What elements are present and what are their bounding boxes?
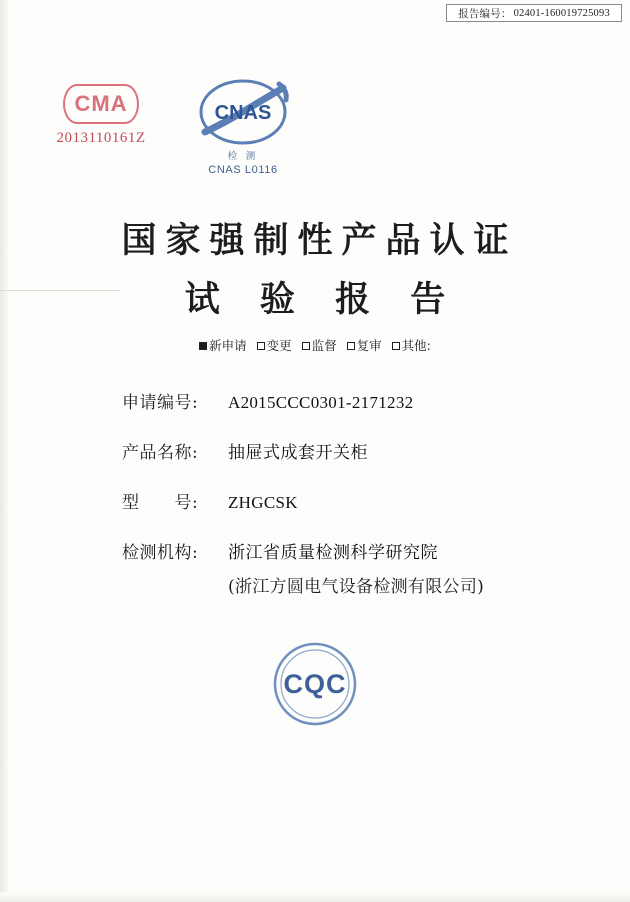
page-title-line1: 国家强制性产品认证 bbox=[121, 220, 518, 261]
checkbox-other[interactable] bbox=[392, 342, 400, 350]
page-title-line2: 试 验 报 告 bbox=[184, 279, 460, 320]
cma-icon bbox=[63, 84, 139, 124]
field-label-product-name: 产品名称: bbox=[122, 443, 199, 463]
option-label-supervision: 监督 bbox=[311, 338, 337, 353]
report-number-box bbox=[446, 4, 622, 22]
report-fields bbox=[122, 388, 562, 621]
option-label-review: 复审 bbox=[356, 338, 382, 353]
svg-text:CQC: CQC bbox=[283, 669, 347, 699]
cnas-sub-label: 检 测 bbox=[227, 151, 259, 162]
checkbox-review[interactable] bbox=[347, 342, 355, 350]
field-value-model: ZHGCSK bbox=[228, 493, 298, 512]
report-number-value: 02401-160019725093 bbox=[513, 7, 610, 19]
field-label-model: 型 号: bbox=[122, 493, 199, 513]
cnas-icon bbox=[191, 76, 295, 154]
field-value-testing-organization-secondary: (浙江方圆电气设备检测有限公司) bbox=[228, 577, 485, 597]
option-label-change: 变更 bbox=[266, 338, 292, 353]
field-product-name bbox=[122, 438, 562, 463]
report-number-label: 报告编号： bbox=[458, 7, 512, 20]
field-model bbox=[122, 488, 562, 513]
cnas-mark-group bbox=[178, 76, 308, 176]
option-other[interactable] bbox=[392, 336, 431, 354]
field-application-number bbox=[122, 388, 562, 413]
option-change[interactable] bbox=[257, 336, 292, 354]
application-type-options bbox=[0, 336, 630, 354]
option-label-new-application: 新申请 bbox=[209, 338, 247, 353]
field-label-testing-organization: 检测机构: bbox=[122, 543, 199, 563]
cma-mark-group bbox=[42, 84, 160, 147]
field-value-testing-organization: 浙江省质量检测科学研究院 bbox=[228, 543, 438, 563]
cnas-icon-svg bbox=[191, 76, 295, 154]
option-review[interactable] bbox=[347, 336, 382, 354]
field-value-application-number: A2015CCC0301-2171232 bbox=[228, 393, 414, 412]
cma-letters: CMA bbox=[74, 91, 128, 116]
option-new-application[interactable] bbox=[199, 336, 247, 354]
checkbox-supervision[interactable] bbox=[302, 342, 310, 350]
cqc-seal bbox=[0, 636, 630, 737]
accreditation-marks bbox=[0, 76, 630, 186]
svg-text:CNAS: CNAS bbox=[214, 102, 272, 124]
field-value-product-name: 抽屉式成套开关柜 bbox=[228, 443, 368, 463]
checkbox-change[interactable] bbox=[257, 342, 265, 350]
field-testing-organization bbox=[122, 538, 562, 563]
field-label-application-number: 申请编号: bbox=[122, 393, 199, 413]
cnas-registration-number: CNAS L0116 bbox=[208, 164, 278, 176]
checkbox-new-application[interactable] bbox=[199, 342, 207, 350]
cma-certificate-code: 2013110161Z bbox=[56, 130, 146, 146]
option-label-other: 其他: bbox=[401, 338, 431, 353]
option-supervision[interactable] bbox=[302, 336, 337, 354]
cqc-icon-svg bbox=[267, 636, 363, 732]
